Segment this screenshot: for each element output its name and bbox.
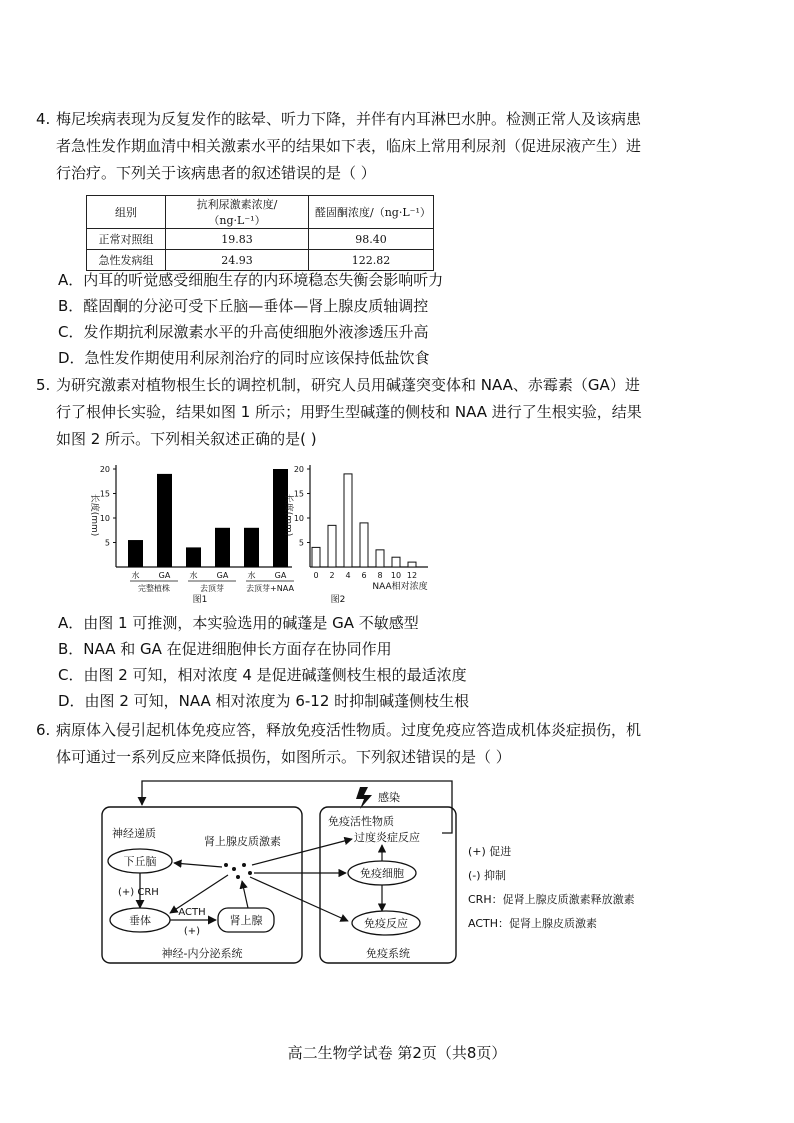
y-tick-label: 20 xyxy=(99,465,110,474)
inflammation-label: 过度炎症反应 xyxy=(354,831,420,844)
hypothalamus-label: 下丘脑 xyxy=(123,855,157,868)
category-label: GA xyxy=(216,571,229,580)
x-tick-label: 6 xyxy=(361,571,367,580)
bar xyxy=(157,474,172,567)
group-label: 去顶芽 xyxy=(200,584,224,593)
category-label: 水 xyxy=(247,571,256,580)
neurotransmitter-label: 神经递质 xyxy=(112,827,156,840)
question-stem xyxy=(56,106,676,187)
option-b: B．醛固酮的分泌可受下丘脑—垂体—肾上腺皮质轴调控 xyxy=(58,297,429,315)
table-header-row xyxy=(87,196,434,229)
table-cell: 正常对照组 xyxy=(87,229,166,250)
x-axis-label: NAA相对浓度 xyxy=(372,582,428,592)
pituitary-label: 垂体 xyxy=(129,914,151,927)
legend-inhibit: (-) 抑制 xyxy=(468,869,507,882)
table-cell: 急性发病组 xyxy=(87,250,166,271)
table-row xyxy=(87,250,434,271)
figure-2-bar-chart xyxy=(278,455,433,605)
stem-line: 为研究激素对植物根生长的调控机制，研究人员用碱蓬突变体和 NAA、赤霉素（GA）进 xyxy=(56,376,640,394)
x-tick-label: 10 xyxy=(390,571,402,580)
x-tick-label: 12 xyxy=(406,571,418,580)
category-label: 水 xyxy=(189,571,198,580)
y-tick-label: 10 xyxy=(293,514,304,523)
bar xyxy=(392,557,400,567)
x-tick-label: 0 xyxy=(313,571,319,580)
question-4 xyxy=(36,106,676,187)
immune-system-label: 免疫系统 xyxy=(366,947,410,960)
legend-acth: ACTH：促肾上腺皮质激素 xyxy=(468,917,598,930)
table-cell: 98.40 xyxy=(309,229,434,250)
adrenal-label: 肾上腺 xyxy=(229,914,263,927)
legend-crh: CRH：促肾上腺皮质激素释放激素 xyxy=(468,893,635,906)
bar xyxy=(128,540,143,567)
table-cell: 122.82 xyxy=(309,250,434,271)
bar xyxy=(408,562,416,567)
option-d: D．急性发作期使用利尿剂治疗的同时应该保持低盐饮食 xyxy=(58,349,430,367)
option-c: C．由图 2 可知，相对浓度 4 是促进碱蓬侧枝生根的最适浓度 xyxy=(58,666,467,684)
bar xyxy=(344,474,352,567)
y-tick-label: 20 xyxy=(293,465,304,474)
category-label: GA xyxy=(158,571,171,580)
question-stem xyxy=(56,372,676,453)
question-number: 5. xyxy=(36,376,51,394)
question-number: 6. xyxy=(36,721,51,739)
acth-label: ACTH xyxy=(178,907,206,918)
adrenal-to-hormone-arrow xyxy=(242,881,248,908)
stem-line: 体可通过一系列反应来降低损伤，如图所示。下列叙述错误的是（ ） xyxy=(56,748,511,766)
page-footer: 高二生物学试卷 第2页（共8页） xyxy=(287,1044,507,1062)
stem-line: 行了根伸长实验，结果如图 1 所示；用野生型碱蓬的侧枝和 NAA 进行了生根实验，结果 xyxy=(56,403,642,421)
bar xyxy=(215,528,230,567)
figure-caption: 图1 xyxy=(192,595,208,605)
x-tick-label: 8 xyxy=(377,571,383,580)
category-label: GA xyxy=(274,571,287,580)
stem-line: 梅尼埃病表现为反复发作的眩晕、听力下降，并伴有内耳淋巴水肿。检测正常人及该病患 xyxy=(56,110,642,128)
bar xyxy=(312,547,320,567)
y-tick-label: 5 xyxy=(298,538,304,548)
acth-sign: (+) xyxy=(183,926,201,937)
y-tick-label: 10 xyxy=(99,514,110,523)
y-tick-label: 5 xyxy=(104,538,110,548)
crh-label: (+) CRH xyxy=(118,887,159,898)
question-6 xyxy=(36,717,676,771)
category-label: 水 xyxy=(131,571,140,580)
table-header: 组别 xyxy=(87,196,166,229)
option-a: A．由图 1 可推测，本实验选用的碱蓬是 GA 不敏感型 xyxy=(58,614,419,632)
option-c: C．发作期抗利尿激素水平的升高使细胞外液渗透压升高 xyxy=(58,323,429,341)
table-header: 醛固酮浓度/（ng·L⁻¹） xyxy=(309,196,434,229)
immune-neuroendocrine-diagram xyxy=(98,775,658,970)
option-a: A．内耳的听觉感受细胞生存的内环境稳态失衡会影响听力 xyxy=(58,271,444,289)
stem-line: 者急性发作期血清中相关激素水平的结果如下表，临床上常用利尿剂（促进尿液产生）进 xyxy=(56,137,642,155)
table-row xyxy=(87,229,434,250)
table-cell: 19.83 xyxy=(166,229,309,250)
hormone-table xyxy=(86,195,434,271)
option-b: B．NAA 和 GA 在促进细胞伸长方面存在协同作用 xyxy=(58,640,392,658)
immune-cell-label: 免疫细胞 xyxy=(360,867,404,880)
lightning-icon xyxy=(356,787,372,809)
stem-line: 行治疗。下列关于该病患者的叙述错误的是（ ） xyxy=(56,164,376,182)
table-cell: 24.93 xyxy=(166,250,309,271)
bar xyxy=(328,525,336,567)
bar xyxy=(360,523,368,567)
figure-1-bar-chart xyxy=(80,455,295,605)
hormone-dots xyxy=(224,863,252,879)
legend-promote: (+) 促进 xyxy=(468,845,512,858)
stem-line: 病原体入侵引起机体免疫应答，释放免疫活性物质。过度免疫应答造成机体炎症损伤，机 xyxy=(56,721,642,739)
y-tick-label: 15 xyxy=(99,489,110,499)
immune-response-label: 免疫反应 xyxy=(364,917,408,930)
x-tick-label: 4 xyxy=(345,571,351,580)
y-axis-label: 长度(mm) xyxy=(89,493,99,537)
immune-substance-label: 免疫活性物质 xyxy=(328,815,394,828)
figure-caption: 图2 xyxy=(330,595,346,605)
table-header: 抗利尿激素浓度/（ng·L⁻¹） xyxy=(166,196,309,229)
neuroendocrine-system-label: 神经-内分泌系统 xyxy=(161,947,243,960)
bar xyxy=(376,550,384,567)
group-label: 去顶芽+NAA xyxy=(246,584,294,593)
group-label: 完整植株 xyxy=(138,584,170,593)
question-stem xyxy=(56,717,676,771)
question-number: 4. xyxy=(36,110,51,128)
adrenal-cortex-hormone-label: 肾上腺皮质激素 xyxy=(204,835,281,848)
y-tick-label: 15 xyxy=(293,489,304,499)
hormone-to-hypothalamus-arrow xyxy=(174,863,222,867)
question-5 xyxy=(36,372,676,453)
bar xyxy=(186,547,201,567)
infection-label: 感染 xyxy=(378,791,400,804)
bar xyxy=(244,528,259,567)
x-tick-label: 2 xyxy=(329,571,335,580)
y-axis-label: 长度(mm) xyxy=(283,493,293,537)
option-d: D．由图 2 可知，NAA 相对浓度为 6-12 时抑制碱蓬侧枝生根 xyxy=(58,692,470,710)
stem-line: 如图 2 所示。下列相关叙述正确的是( ) xyxy=(56,430,317,448)
